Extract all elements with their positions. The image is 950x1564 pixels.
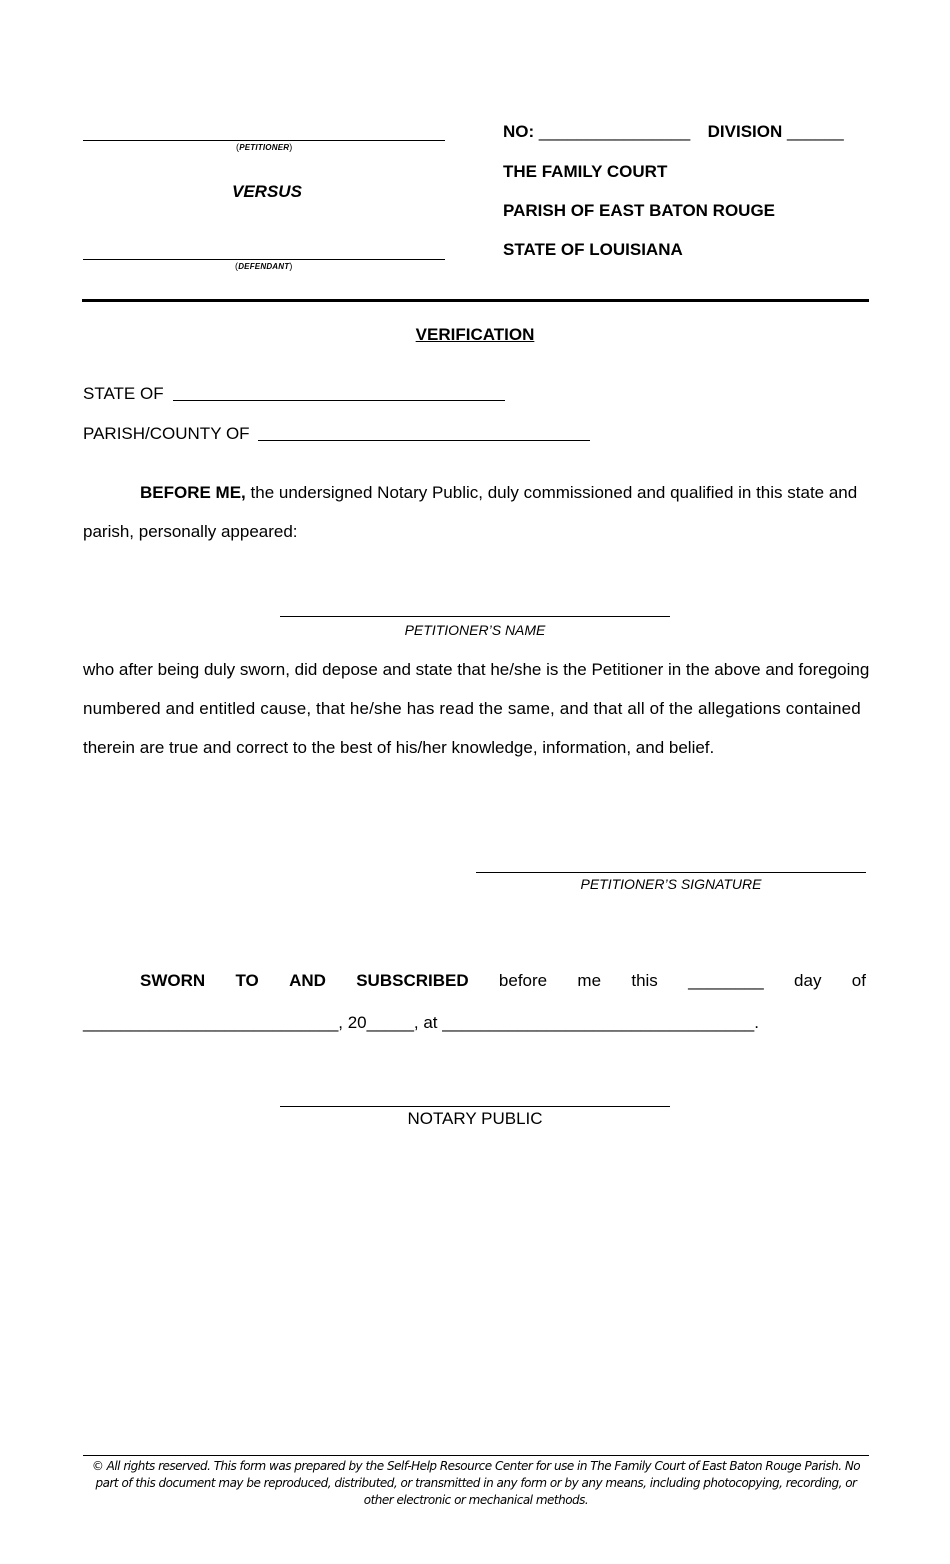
sworn-word: SUBSCRIBED: [356, 971, 469, 990]
parish-county-label: PARISH/COUNTY OF: [83, 424, 250, 443]
case-number-row: [503, 122, 844, 142]
versus-label: VERSUS: [232, 182, 302, 201]
petitioner-signature-caption: PETITIONER’S SIGNATURE: [580, 876, 762, 892]
sworn-line-1: [140, 971, 866, 991]
sworn-line-2[interactable]: ___________________________, 20_____, at _________________________________.: [83, 1013, 759, 1032]
sworn-word: day: [794, 971, 822, 990]
defendant-label: (DEFENDANT): [235, 261, 293, 271]
petitioner-signature-line[interactable]: [476, 872, 866, 873]
sworn-word: of: [851, 971, 866, 990]
state-name: STATE OF LOUISIANA: [503, 240, 683, 259]
document-title: VERIFICATION: [415, 325, 535, 344]
petitioner-label: (PETITIONER): [236, 142, 293, 152]
copyright-footer: [83, 1455, 869, 1509]
petitioner-name-caption: PETITIONER’S NAME: [404, 622, 546, 638]
footer-line-1: © All rights reserved. This form was prepared by the Self-Help Resource Center for use in The Family Court of East Baton Rouge Parish. No: [91, 1459, 861, 1473]
notary-caption: NOTARY PUBLIC: [407, 1109, 543, 1128]
intro-line-2: parish, personally appeared:: [83, 522, 298, 541]
defendant-blank-line[interactable]: [83, 259, 445, 260]
day-blank[interactable]: ________: [688, 971, 764, 990]
notary-signature-line[interactable]: [280, 1106, 670, 1107]
statement-line-3: therein are true and correct to the best of his/her knowledge, information, and belief.: [83, 738, 715, 757]
intro-lead: BEFORE ME,: [140, 483, 246, 502]
division-label: DIVISION: [707, 122, 783, 141]
footer-line-3: other electronic or mechanical methods.: [363, 1493, 589, 1507]
sworn-word: me: [577, 971, 602, 990]
sworn-word: TO: [235, 971, 259, 990]
header-divider: [82, 299, 869, 302]
state-of-label: STATE OF: [83, 384, 164, 403]
sworn-word: before: [498, 971, 548, 990]
parish-name: PARISH OF EAST BATON ROUGE: [503, 201, 776, 220]
statement-line-2: numbered and entitled cause, that he/she has read the same, and that all of the allegations contained: [83, 699, 861, 718]
division-blank[interactable]: ______: [787, 122, 844, 141]
footer-line-2: part of this document may be reproduced, distributed, or transmitted in any form or by any means, including photocopying, recording, or: [95, 1476, 857, 1490]
sworn-word: this: [631, 971, 658, 990]
intro-line-1-rest: the undersigned Notary Public, duly commissioned and qualified in this state and: [245, 483, 858, 502]
sworn-word: SWORN: [140, 971, 206, 990]
parish-county-blank[interactable]: [258, 440, 590, 441]
intro-line-1: [140, 483, 857, 503]
petitioner-name-line[interactable]: [280, 616, 670, 617]
statement-line-1: who after being duly sworn, did depose and state that he/she is the Petitioner in the above and foregoing: [83, 660, 870, 679]
petitioner-blank-line[interactable]: [83, 140, 445, 141]
case-number-blank[interactable]: ________________: [538, 122, 691, 141]
sworn-word: AND: [289, 971, 326, 990]
state-of-blank[interactable]: [173, 400, 505, 401]
court-name: THE FAMILY COURT: [503, 162, 668, 181]
case-number-label: NO:: [503, 122, 535, 141]
